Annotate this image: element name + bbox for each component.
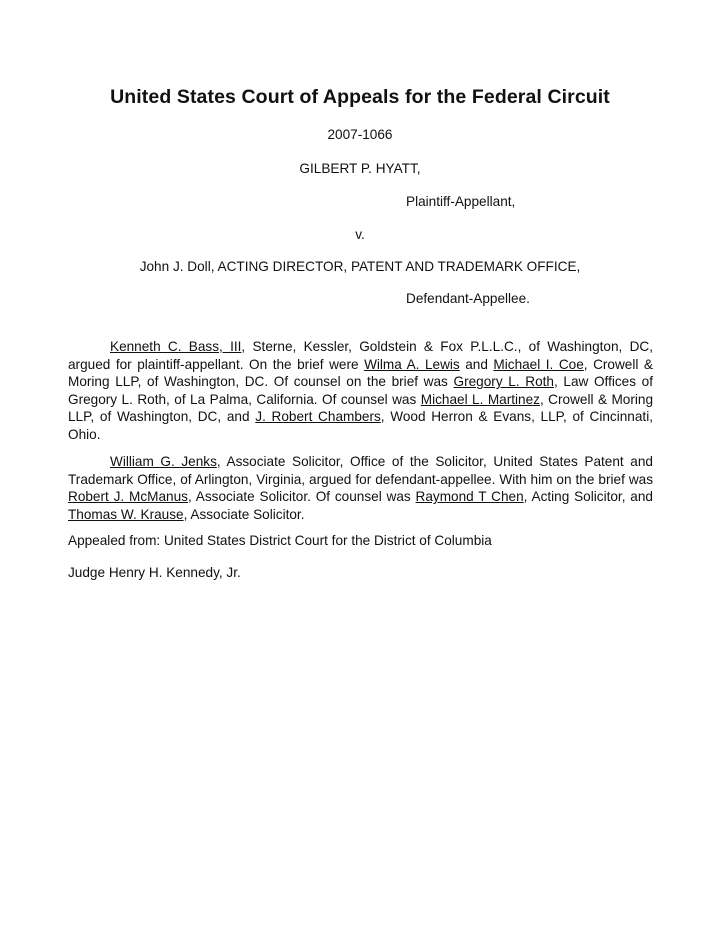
counsel-text: , Sterne, Kessler, Goldstein & Fox P.L.L.C., of Washington, DC, argued for plaintiff-appellant. On the brief were: [68, 339, 654, 372]
attorney-name: Gregory L. Roth: [453, 374, 554, 390]
counsel-text: , Acting Solicitor, and: [523, 489, 653, 505]
attorney-name: J. Robert Chambers: [255, 409, 381, 425]
counsel-text: , Associate Solicitor. Of counsel was: [187, 489, 416, 505]
counsel-text: , Crowell & Moring LLP, of Washington, DC, and: [68, 391, 654, 425]
court-title: United States Court of Appeals for the Federal Circuit: [110, 86, 610, 108]
plaintiff-role: Plaintiff-Appellant,: [406, 194, 516, 209]
defendant-name: John J. Doll, ACTING DIRECTOR, PATENT AND TRADEMARK OFFICE,: [139, 259, 581, 274]
plaintiff-counsel-paragraph: [68, 338, 653, 444]
attorney-name: Wilma A. Lewis: [364, 356, 460, 372]
counsel-text: and: [459, 356, 494, 372]
attorney-name: Michael L. Martinez: [420, 391, 540, 407]
attorney-name: Raymond T Chen: [415, 489, 524, 505]
plaintiff-name: GILBERT P. HYATT,: [299, 161, 421, 176]
judge: Judge Henry H. Kennedy, Jr.: [68, 565, 241, 580]
counsel-text: , Associate Solicitor.: [183, 506, 305, 522]
docket-number: 2007-1066: [327, 127, 393, 142]
attorney-name: Michael I. Coe: [493, 356, 584, 372]
defendant-counsel-paragraph: [68, 453, 653, 523]
counsel-text: , Crowell & Moring LLP, of Washington, DC. Of counsel on the brief was: [68, 356, 653, 390]
attorney-name: Robert J. McManus: [68, 489, 188, 505]
attorney-name: Thomas W. Krause: [68, 506, 184, 522]
counsel-text: , Wood Herron & Evans, LLP, of Cincinnati, Ohio.: [68, 409, 653, 442]
attorney-name: William G. Jenks: [110, 454, 217, 469]
counsel-text: , Associate Solicitor, Office of the Solicitor, United States Patent and Trademark Office, of Arlington, Virginia, argued for defendant-appellee. With him on the brief was: [68, 454, 653, 487]
defendant-role: Defendant-Appellee.: [406, 291, 530, 306]
versus: v.: [355, 227, 365, 242]
attorney-name: Kenneth C. Bass, III: [110, 339, 242, 354]
counsel-text: , Law Offices of Gregory L. Roth, of La Palma, California. Of counsel was: [68, 374, 654, 407]
appealed-from: Appealed from: United States District Court for the District of Columbia: [68, 533, 492, 548]
